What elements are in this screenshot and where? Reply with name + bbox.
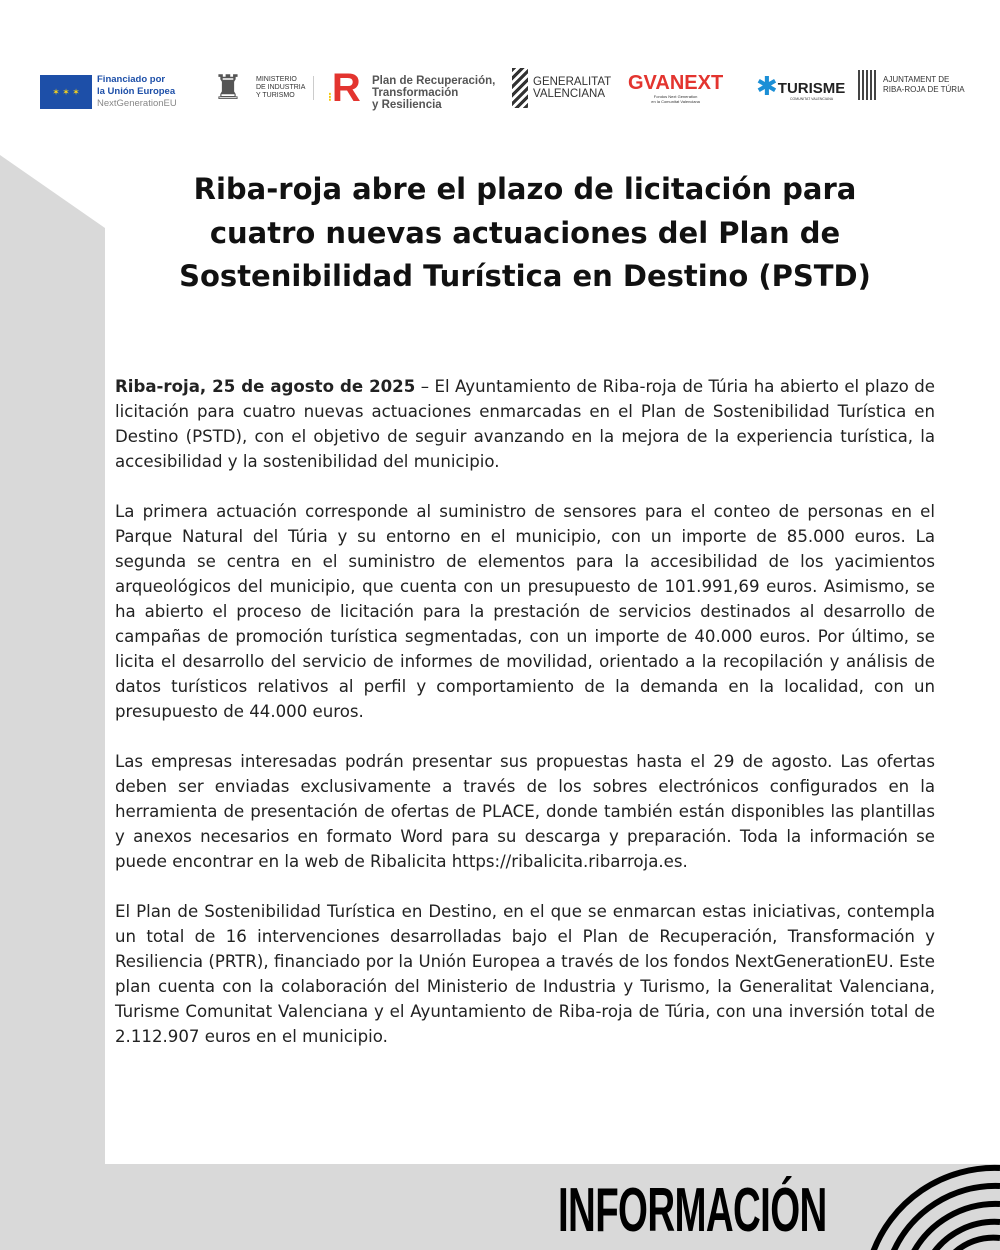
prtr-tr-icon: ⁝R	[328, 66, 361, 110]
prtr-line3: y Resiliencia	[372, 98, 442, 111]
eu-line1: Financiado por	[97, 74, 166, 85]
ministerio-line1: MINISTERIO	[256, 76, 297, 83]
coat-of-arms-icon: ♜	[212, 69, 244, 107]
generalitat-line1: GENERALITAT	[533, 76, 612, 88]
generalitat-logo	[512, 68, 611, 108]
paragraph-1-text: – El Ayuntamiento de Riba-roja de Túria ha abierto el plazo de licitación para cuatro nuevas actuaciones enmarcadas en el Plan de Sostenibilidad Turística en Destino (PSTD), con el objetivo de seguir avanzando en la mejora de la experiencia turística, la accesibilidad y la sostenibilidad del municipio.	[115, 377, 935, 471]
prtr-line2: Transformación	[372, 86, 459, 99]
sponsor-logos	[0, 60, 1000, 115]
information-label: INFORMACIÓN	[558, 1176, 827, 1245]
eu-flag-icon: ✶ ✶ ✶	[40, 75, 92, 109]
gvanext-sub1: Fondos Next Generation	[653, 94, 698, 99]
gvanext-logo	[628, 72, 723, 104]
eu-logo	[40, 74, 177, 110]
eu-line3: NextGenerationEU	[97, 98, 177, 109]
paragraph-1	[115, 374, 935, 474]
article-body	[115, 374, 935, 1074]
ministerio-line2: DE INDUSTRIA	[256, 84, 306, 91]
generalitat-line2: VALENCIANA	[533, 88, 606, 100]
gvanext-name: GVANEXT	[628, 72, 724, 94]
dateline: Riba-roja, 25 de agosto de 2025	[115, 377, 416, 396]
paragraph-4: El Plan de Sostenibilidad Turística en Destino, en el que se enmarcan estas iniciativas, contempla un total de 16 intervenciones desarrolladas bajo el Plan de Recuperación, Transformación y Resiliencia (PRTR), financiado por la Unión Europea a través de los fondos NextGenerationEU. Este plan cuenta con la colaboración del Ministerio de Industria y Turismo, la Generalitat Valenciana, Turisme Comunitat Valenciana y el Ayuntamiento de Riba-roja de Túria, con una inversión total de 2.112.907 euros en el municipio.	[115, 902, 935, 1046]
turisme-figure-icon: ✱	[756, 71, 778, 101]
concentric-arcs-icon	[860, 1160, 1000, 1250]
turisme-logo	[756, 66, 845, 106]
gvanext-sub2: en la Comunitat Valenciana	[651, 99, 700, 104]
ministerio-line3: Y TURISMO	[256, 92, 295, 99]
ajuntament-shield-icon	[858, 70, 878, 100]
ajuntament-logo	[858, 70, 965, 100]
eu-line2: la Unión Europea	[97, 86, 176, 97]
headline: Riba-roja abre el plazo de licitación para cuatro nuevas actuaciones del Plan de Sostenibilidad Turística en Destino (PSTD)	[179, 172, 871, 293]
ministerio-logo	[206, 66, 314, 110]
turisme-sub: COMUNITAT VALENCIANA	[789, 97, 834, 101]
ajuntament-line1: AJUNTAMENT DE	[883, 75, 950, 84]
generalitat-shield-icon	[512, 68, 528, 108]
paragraph-2: La primera actuación corresponde al suministro de sensores para el conteo de personas en el Parque Natural del Túria y su entorno en el municipio, con un importe de 85.000 euros. La segunda se centra en el suministro de elementos para la accesibilidad de los yacimientos arqueológicos del municipio, que cuenta con un presupuesto de 101.991,69 euros. Asimismo, se ha abierto el proceso de licitación para la prestación de servicios destinados al desarrollo de campañas de promoción turística segmentadas, con un importe de 40.000 euros. Por último, se licita el desarrollo del servicio de informes de movilidad, orientado a la recopilación y análisis de datos turísticos relativos al perfil y comportamiento de la demanda en la localidad, con un presupuesto de 44.000 euros.	[115, 502, 935, 721]
turisme-name: TURISME	[777, 80, 846, 97]
prtr-logo	[328, 68, 495, 117]
prtr-line1: Plan de Recuperación,	[372, 74, 496, 87]
paragraph-3: Las empresas interesadas podrán presentar sus propuestas hasta el 29 de agosto. Las ofertas deben ser enviadas exclusivamente a través de los sobres electrónicos configurados en la herramienta de presentación de ofertas de PLACE, donde también están disponibles las plantillas y anexos necesarios en formato Word para su descarga y preparación. Toda la información se puede encontrar en la web de Ribalicita https://ribalicita.ribarroja.es.	[115, 752, 935, 871]
ajuntament-line2: RIBA-ROJA DE TÚRIA	[883, 85, 965, 94]
